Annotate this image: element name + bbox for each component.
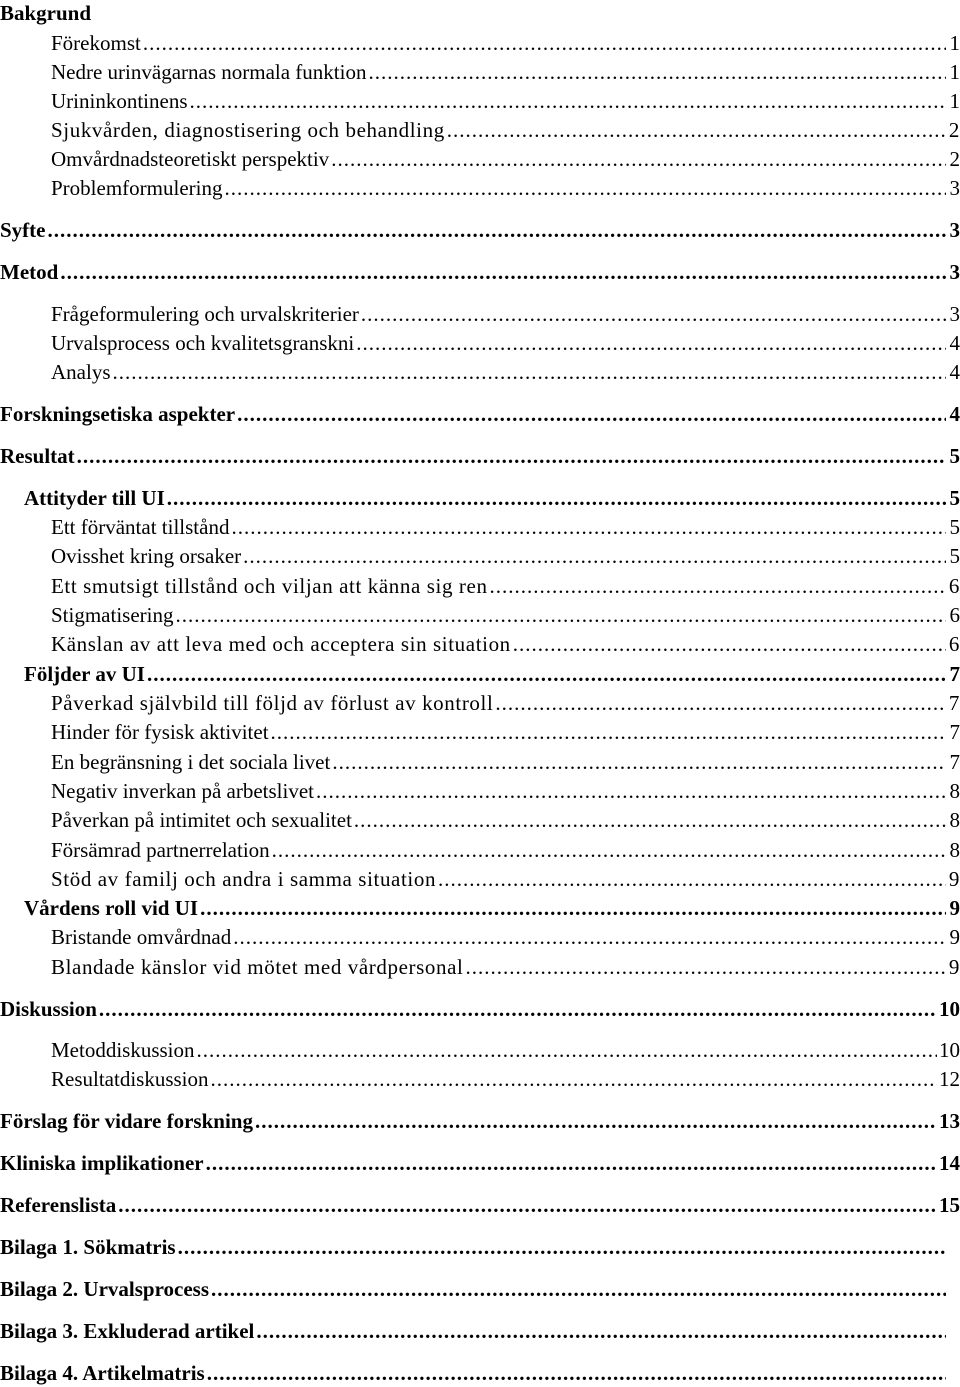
toc-entry-label: Analys [51, 360, 111, 384]
toc-entry[interactable] [0, 443, 960, 469]
toc-entry[interactable] [51, 866, 960, 892]
toc-dot-leader [60, 259, 946, 285]
toc-entry[interactable] [51, 30, 960, 56]
toc-entry-page: 1 [949, 60, 960, 84]
toc-entry[interactable] [51, 778, 960, 804]
toc-dot-leader [233, 924, 946, 950]
toc-entry-page: 15 [939, 1193, 960, 1217]
toc-entry-page: 1 [949, 89, 960, 113]
toc-entry[interactable] [51, 59, 960, 85]
toc-entry[interactable] [51, 719, 960, 745]
toc-entry-label: Resultat [0, 444, 75, 468]
toc-entry[interactable] [0, 0, 960, 26]
toc-entry-label: Attityder till UI [24, 486, 165, 510]
toc-dot-leader [490, 573, 946, 599]
toc-dot-leader [513, 631, 946, 657]
toc-entry-page: 3 [949, 218, 960, 242]
toc-entry-page: 5 [949, 444, 960, 468]
toc-entry-page: 4 [949, 360, 960, 384]
toc-entry-label: Negativ inverkan på arbetslivet [51, 779, 314, 803]
toc-entry-page: 7 [948, 691, 960, 715]
toc-entry[interactable] [51, 954, 960, 980]
toc-entry-page: 14 [939, 1151, 960, 1175]
toc-entry-label: Stöd av familj och andra i samma situation [51, 867, 437, 891]
toc-dot-leader [231, 514, 946, 540]
toc-entry[interactable] [0, 996, 960, 1022]
toc-entry-label: Syfte [0, 218, 46, 242]
toc-entry-label: Sjukvården, diagnostisering och behandling [51, 118, 445, 142]
toc-entry-page: 9 [948, 867, 960, 891]
toc-entry[interactable] [51, 175, 960, 201]
toc-entry-label: Frågeformulering och urvalskriterier [51, 302, 359, 326]
toc-entry-page: 6 [948, 632, 960, 656]
toc-entry-label: Nedre urinvägarnas normala funktion [51, 60, 367, 84]
toc-entry-page: 2 [949, 147, 960, 171]
toc-entry-label: Stigmatisering [51, 603, 174, 627]
toc-entry[interactable] [51, 117, 960, 143]
toc-dot-leader [176, 602, 947, 628]
toc-entry[interactable] [0, 1318, 960, 1344]
toc-dot-leader [256, 1318, 946, 1344]
toc-entry-page: 10 [939, 1038, 960, 1062]
toc-entry-label: Forskningsetiska aspekter [0, 402, 236, 426]
toc-dot-leader [99, 996, 937, 1022]
toc-entry-label: Förekomst [51, 31, 141, 55]
toc-entry-label: Ett smutsigt tillstånd och viljan att känna sig ren [51, 574, 488, 598]
toc-dot-leader [118, 1192, 937, 1218]
toc-entry-label: Referenslista [0, 1193, 117, 1217]
toc-entry-page: 7 [949, 750, 960, 774]
toc-dot-leader [197, 1037, 937, 1063]
toc-entry[interactable] [51, 749, 960, 775]
toc-dot-leader [211, 1066, 937, 1092]
toc-entry-page: 3 [949, 260, 960, 284]
toc-entry-page: 2 [948, 118, 960, 142]
toc-entry[interactable] [51, 330, 960, 356]
toc-dot-leader [113, 359, 947, 385]
toc-entry-label: Blandade känslor vid mötet med vårdpersonal [51, 955, 464, 979]
toc-entry-label: Känslan av att leva med och acceptera sin situation [51, 632, 511, 656]
toc-entry-page: 8 [949, 838, 960, 862]
toc-dot-leader [167, 485, 946, 511]
toc-dot-leader [331, 146, 946, 172]
toc-dot-leader [272, 837, 946, 863]
toc-dot-leader [438, 866, 946, 892]
toc-entry-page: 12 [939, 1067, 960, 1091]
toc-entry[interactable] [51, 543, 960, 569]
toc-dot-leader [316, 778, 946, 804]
toc-entry-page: 5 [949, 486, 960, 510]
toc-entry[interactable] [51, 807, 960, 833]
toc-entry-label: Ovisshet kring orsaker [51, 544, 242, 568]
toc-entry-label: Kliniska implikationer [0, 1151, 204, 1175]
toc-entry-page: 6 [949, 603, 960, 627]
toc-entry-page: 4 [949, 402, 960, 426]
toc-entry[interactable] [0, 1276, 960, 1302]
toc-entry[interactable] [0, 1108, 960, 1134]
toc-entry-label: Urininkontinens [51, 89, 188, 113]
toc-entry-page: 7 [949, 662, 960, 686]
toc-dot-leader [178, 1234, 946, 1260]
toc-entry-label: Ett förväntat tillstånd [51, 515, 230, 539]
toc-entry[interactable] [0, 401, 960, 427]
toc-entry[interactable] [24, 485, 960, 511]
toc-dot-leader [332, 749, 946, 775]
toc-entry[interactable] [0, 1150, 960, 1176]
toc-dot-leader [237, 401, 946, 427]
toc-entry-page: 9 [948, 955, 960, 979]
toc-entry-label: Diskussion [0, 997, 97, 1021]
toc-entry-label: En begränsning i det sociala livet [51, 750, 331, 774]
toc-entry[interactable] [51, 301, 960, 327]
toc-dot-leader [255, 1108, 937, 1134]
toc-entry[interactable] [51, 88, 960, 114]
toc-entry-label: Bakgrund [0, 1, 92, 25]
toc-entry[interactable] [0, 1360, 960, 1386]
toc-entry[interactable] [51, 690, 960, 716]
toc-entry-page: 7 [949, 720, 960, 744]
toc-dot-leader [495, 690, 946, 716]
toc-entry-label: Bilaga 3. Exkluderad artikel [0, 1319, 255, 1343]
toc-entry-label: Följder av UI [24, 662, 145, 686]
toc-entry-label: Vårdens roll vid UI [24, 896, 199, 920]
toc-dot-leader [447, 117, 946, 143]
toc-entry[interactable] [51, 837, 960, 863]
toc-entry[interactable] [0, 259, 960, 285]
toc-entry-label: Metod [0, 260, 59, 284]
toc-entry-label: Påverkad självbild till följd av förlust av kontroll [51, 691, 494, 715]
toc-dot-leader [147, 661, 946, 687]
toc-dot-leader [224, 175, 946, 201]
toc-entry-label: Bristande omvårdnad [51, 925, 232, 949]
toc-dot-leader [354, 807, 946, 833]
toc-entry-page: 5 [949, 515, 960, 539]
toc-dot-leader [243, 543, 946, 569]
toc-entry-page: 10 [939, 997, 960, 1021]
toc-dot-leader [190, 88, 947, 114]
toc-dot-leader [356, 330, 946, 356]
toc-entry[interactable] [0, 217, 960, 243]
toc-entry-page: 6 [948, 574, 960, 598]
toc-entry-page: 9 [949, 896, 960, 920]
toc-entry-label: Bilaga 2. Urvalsprocess [0, 1277, 210, 1301]
toc-entry-label: Förslag för vidare forskning [0, 1109, 253, 1133]
toc-entry[interactable] [51, 514, 960, 540]
toc-dot-leader [143, 30, 946, 56]
toc-dot-leader [207, 1360, 946, 1386]
toc-entry-label: Bilaga 1. Sökmatris [0, 1235, 176, 1259]
toc-entry[interactable] [51, 602, 960, 628]
toc-dot-leader [368, 59, 946, 85]
toc-dot-leader [211, 1276, 946, 1302]
toc-entry-label: Urvalsprocess och kvalitetsgranskni [51, 331, 355, 355]
toc-entry[interactable] [0, 1234, 960, 1260]
toc-entry[interactable] [51, 359, 960, 385]
toc-entry-label: Metoddiskussion [51, 1038, 195, 1062]
toc-entry[interactable] [24, 661, 960, 687]
toc-entry-label: Bilaga 4. Artikelmatris [0, 1361, 205, 1385]
toc-entry[interactable] [51, 1066, 960, 1092]
toc-entry-label: Problemformulering [51, 176, 223, 200]
toc-entry-page: 8 [949, 779, 960, 803]
toc-entry[interactable] [51, 1037, 960, 1063]
toc-dot-leader [361, 301, 946, 327]
toc-entry-page: 13 [939, 1109, 960, 1133]
toc-entry-page: 3 [949, 176, 960, 200]
toc-entry[interactable] [51, 146, 960, 172]
toc-entry[interactable] [51, 631, 960, 657]
toc-entry-label: Omvårdnadsteoretiskt perspektiv [51, 147, 330, 171]
toc-entry-label: Påverkan på intimitet och sexualitet [51, 808, 352, 832]
toc-dot-leader [200, 895, 946, 921]
toc-dot-leader [48, 217, 947, 243]
toc-entry-page: 5 [949, 544, 960, 568]
toc-entry-page: 3 [949, 302, 960, 326]
toc-dot-leader [271, 719, 946, 745]
toc-entry[interactable] [51, 573, 960, 599]
toc-entry-label: Resultatdiskussion [51, 1067, 209, 1091]
toc-entry[interactable] [0, 1192, 960, 1218]
toc-entry[interactable] [24, 895, 960, 921]
toc-entry-page: 8 [949, 808, 960, 832]
toc-entry-label: Hinder för fysisk aktivitet [51, 720, 269, 744]
toc-dot-leader [206, 1150, 937, 1176]
toc-dot-leader [465, 954, 946, 980]
toc-dot-leader [77, 443, 946, 469]
toc-entry-label: Försämrad partnerrelation [51, 838, 270, 862]
toc-entry-page: 9 [949, 925, 960, 949]
toc-entry-page: 1 [949, 31, 960, 55]
toc-entry-page: 4 [949, 331, 960, 355]
toc-entry[interactable] [51, 924, 960, 950]
